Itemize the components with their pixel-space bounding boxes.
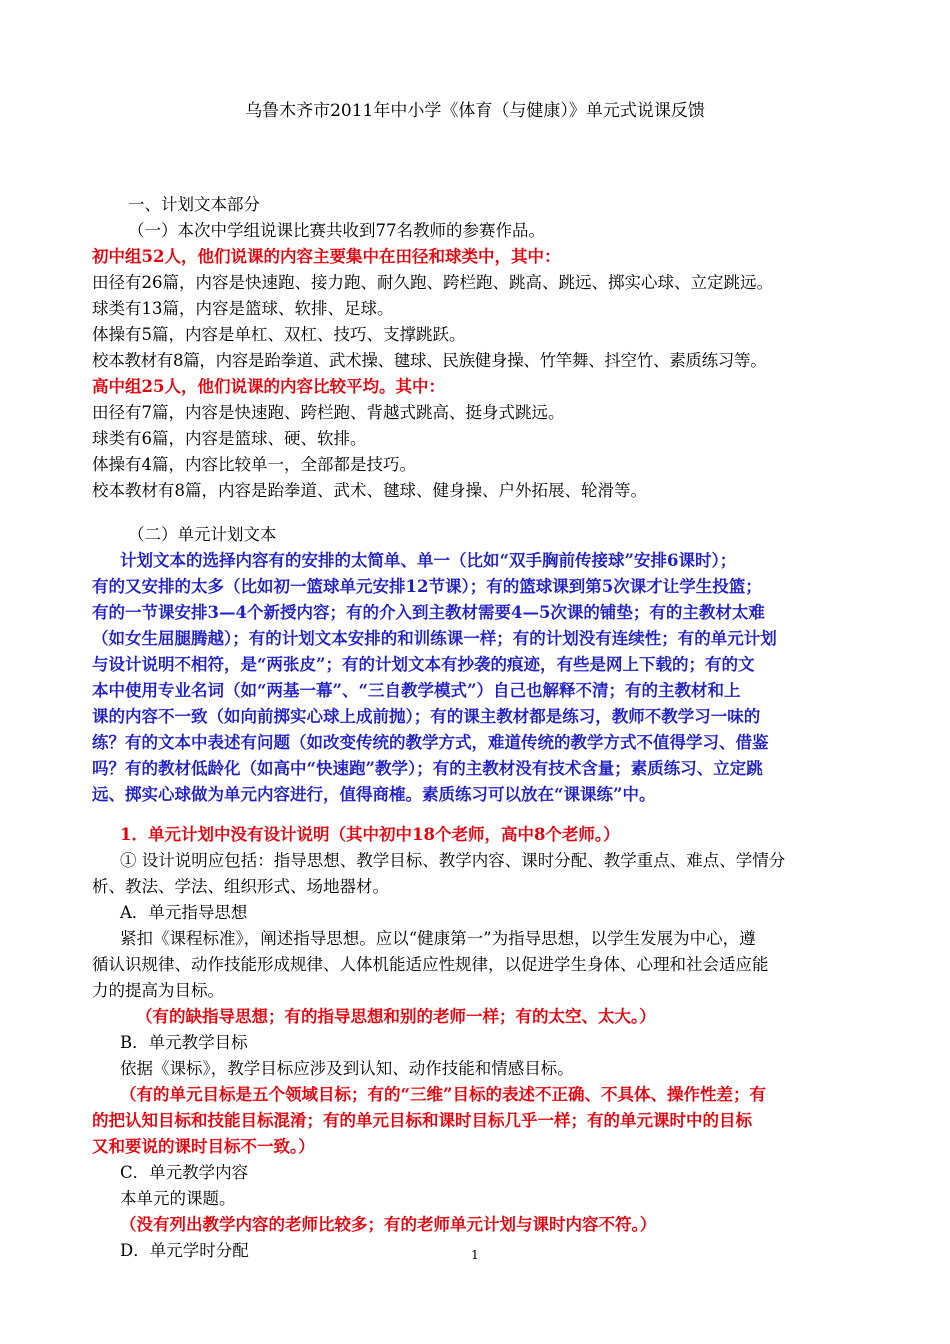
paragraph-line: 紧扣《课程标准》，阐述指导思想。应以“健康第一”为指导思想，以学生发展为中心，遵 — [120, 929, 756, 948]
document-title: 乌鲁木齐市2011年中小学《体育（与健康）》单元式说课反馈 — [245, 101, 705, 121]
paragraph-line: 本中使用专业名词（如“两基一幕”、“三自教学模式”）自己也解释不清；有的主教材和上 — [92, 681, 741, 700]
feedback-note: 的把认知目标和技能目标混淆；有的单元目标和课时目标几乎一样；有的单元课时中的目标 — [92, 1111, 752, 1130]
list-item: 田径有26篇，内容是快速跑、接力跑、耐久跑、跨栏跑、跳高、跳远、掷实心球、立定跳远。 — [92, 273, 773, 292]
feedback-note: （有的缺指导思想；有的指导思想和别的老师一样；有的太空、太大。） — [136, 1007, 656, 1026]
feedback-note: 又和要说的课时目标不一致。） — [92, 1137, 315, 1156]
paragraph-line: 与设计说明不相符，是“两张皮”；有的计划文本有抄袭的痕迹，有些是网上下载的；有的文 — [92, 655, 755, 674]
paragraph-line: 吗？有的教材低龄化（如高中“快速跑”教学）；有的主教材没有技术含量；素质练习、立定跳 — [92, 759, 763, 778]
paragraph-line: 循认识规律、动作技能形成规律、人体机能适应性规律，以促进学生身体、心理和社会适应能 — [92, 955, 769, 974]
subsection-heading: （二）单元计划文本 — [128, 525, 277, 544]
paragraph-line: 依据《课标》，教学目标应涉及到认知、动作技能和情感目标。 — [120, 1059, 574, 1078]
paragraph-line: 力的提高为目标。 — [92, 981, 224, 1000]
paragraph-line: 课的内容不一致（如向前掷实心球上成前抛）；有的课主教材都是练习，教师不教学习一味的 — [92, 707, 761, 726]
senior-group-heading: 高中组25人，他们说课的内容比较平均。其中： — [92, 377, 445, 396]
critique-paragraph — [92, 548, 864, 808]
list-item: 校本教材有8篇，内容是跆拳道、武术、毽球、健身操、户外拓展、轮滑等。 — [92, 481, 647, 500]
list-item: 体操有5篇，内容是单杠、双杠、技巧、支撑跳跃。 — [92, 325, 466, 344]
feedback-note: （没有列出教学内容的老师比较多；有的老师单元计划与课时内容不符。） — [120, 1215, 657, 1234]
section-heading: 一、计划文本部分 — [128, 195, 260, 214]
paragraph-line: 练？有的文本中表述有问题（如改变传统的教学方式，难道传统的教学方式不值得学习、借鉴 — [92, 733, 769, 752]
feedback-note: （有的单元目标是五个领域目标；有的“三维”目标的表述不正确、不具体、操作性差；有 — [120, 1085, 766, 1104]
paragraph-line: 析、教法、学法、组织形式、场地器材。 — [92, 877, 389, 896]
list-item: 球类有13篇，内容是篮球、软排、足球。 — [92, 299, 394, 318]
item-heading-d: D．单元学时分配 — [120, 1241, 249, 1260]
paragraph-line: （如女生屈腿腾越）；有的计划文本安排的和训练课一样；有的计划没有连续性；有的单元计划 — [92, 629, 777, 648]
document-body — [92, 192, 864, 1264]
paragraph-line: 有的又安排的太多（比如初一篮球单元安排12节课）；有的篮球课到第5次课才让学生投篮； — [92, 577, 762, 596]
paragraph-line: ① 设计说明应包括：指导思想、教学目标、教学内容、课时分配、教学重点、难点、学情分 — [120, 851, 786, 870]
paragraph-line: 远、掷实心球做为单元内容进行，值得商榷。素质练习可以放在“课课练”中。 — [92, 785, 656, 804]
item-heading-a: A．单元指导思想 — [120, 903, 248, 922]
list-item: 球类有6篇，内容是篮球、硬、软排。 — [92, 429, 367, 448]
junior-group-heading: 初中组52人，他们说课的内容主要集中在田径和球类中，其中： — [92, 247, 561, 266]
subsection-heading: （一）本次中学组说课比赛共收到77名教师的参赛作品。 — [128, 221, 545, 240]
list-item: 体操有4篇，内容比较单一，全部都是技巧。 — [92, 455, 416, 474]
item-heading-c: C．单元教学内容 — [120, 1163, 249, 1182]
paragraph-line: 计划文本的选择内容有的安排的太简单、单一（比如“双手胸前传接球”安排6课时）； — [120, 551, 737, 570]
point-heading: 1．单元计划中没有设计说明（其中初中18个老师，高中8个老师。） — [120, 825, 620, 844]
list-item: 校本教材有8篇，内容是跆拳道、武术操、毽球、民族健身操、竹竿舞、抖空竹、素质练习等。 — [92, 351, 767, 370]
item-heading-b: B．单元教学目标 — [120, 1033, 248, 1052]
page-number: 1 — [471, 1248, 479, 1262]
list-item: 田径有7篇，内容是快速跑、跨栏跑、背越式跳高、挺身式跳远。 — [92, 403, 565, 422]
paragraph-line: 本单元的课题。 — [120, 1189, 236, 1208]
paragraph-line: 有的一节课安排3—4个新授内容；有的介入到主教材需要4—5次课的铺垫；有的主教材太难 — [92, 603, 765, 622]
